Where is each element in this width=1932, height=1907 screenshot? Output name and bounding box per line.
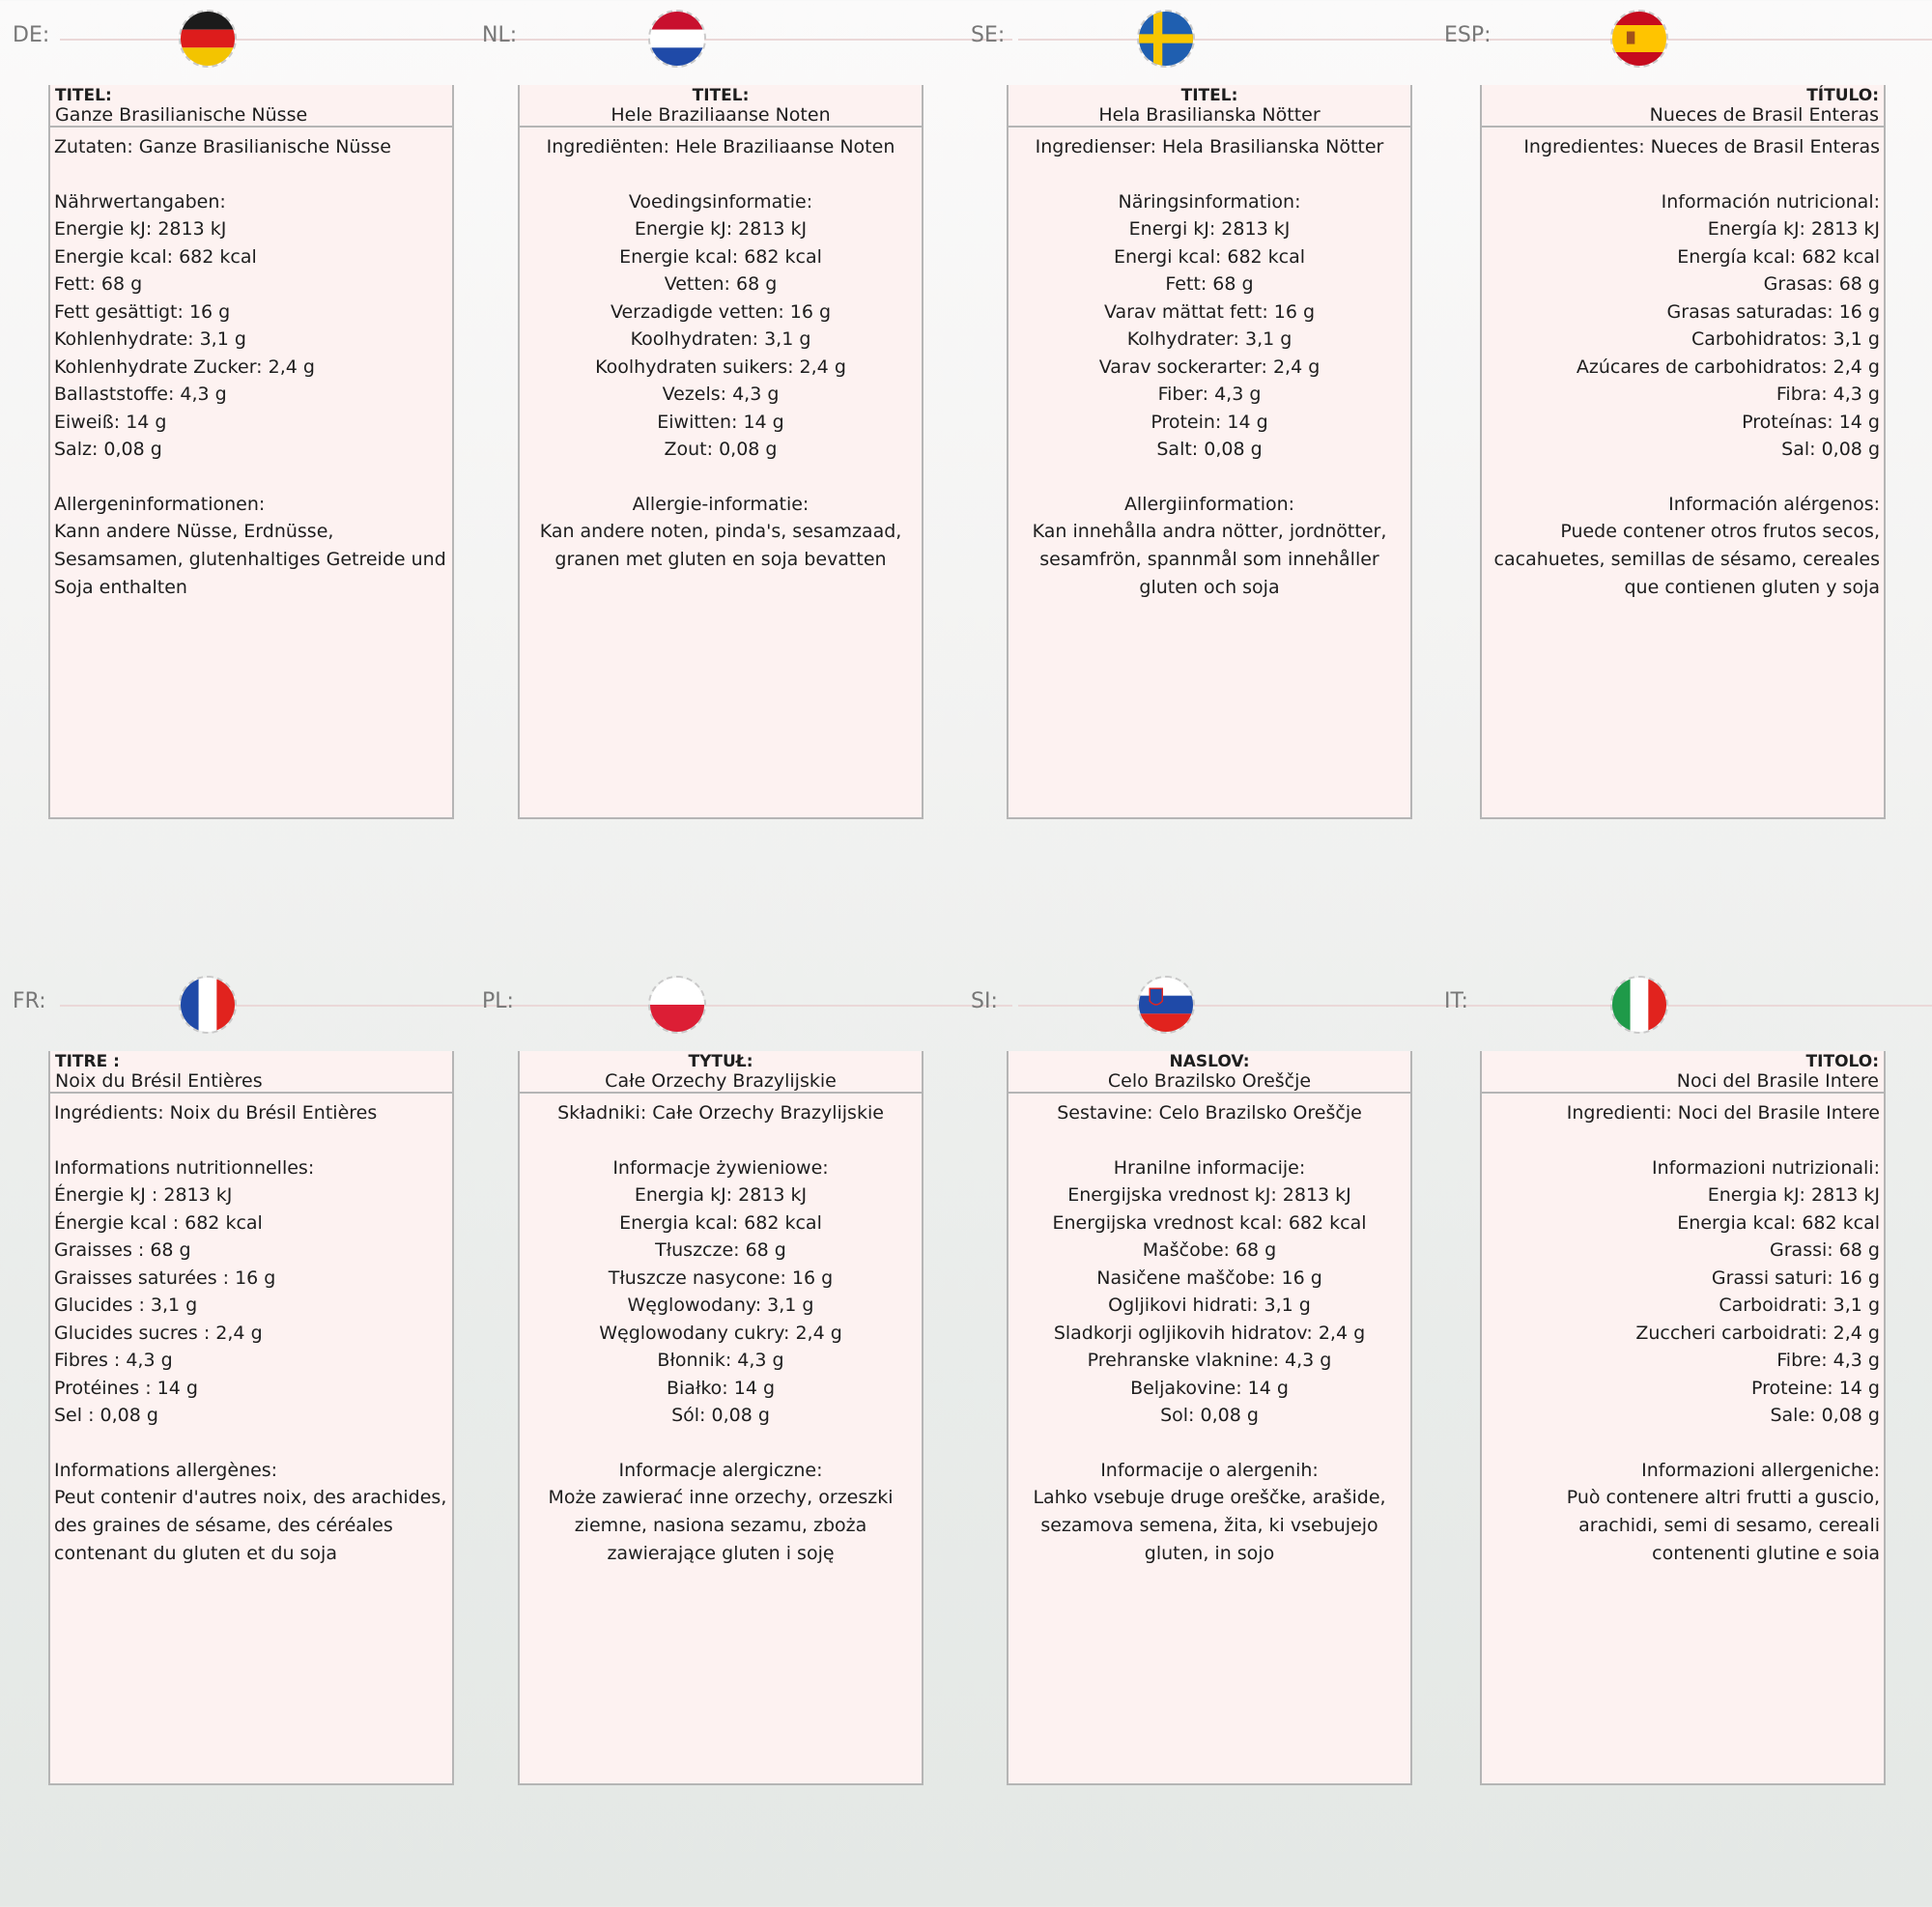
label-panel (482, 0, 923, 821)
language-code: SI: (971, 989, 998, 1013)
divider-line (1018, 1005, 1501, 1007)
nutrition-line: Ballaststoffe: 4,3 g (54, 384, 227, 405)
language-code: NL: (482, 23, 518, 47)
title-label: TITEL: (1180, 86, 1238, 105)
label-content (50, 1094, 452, 1568)
italy-flag-icon (1610, 976, 1668, 1034)
label-content (1009, 1094, 1410, 1568)
nutrition-line: Fett gesättigt: 16 g (54, 300, 231, 323)
nutrition-line: Energie kcal: 682 kcal (54, 245, 257, 268)
allergen-line: zawierające gluten i soję (607, 1543, 835, 1564)
divider-line (1492, 1005, 1932, 1007)
nutrition-line: Energi kcal: 682 kcal (1113, 245, 1306, 268)
nutrition-line: Glucides : 3,1 g (54, 1295, 198, 1316)
nutrition-line: Koolhydraten suikers: 2,4 g (595, 356, 846, 378)
allergen-line: sezamova semena, žita, ki vsebujejo (1040, 1515, 1378, 1536)
poland-flag-icon (648, 976, 706, 1034)
nutrition-line: Sal: 0,08 g (1781, 439, 1880, 460)
nutrition-line: Eiwitten: 14 g (657, 411, 784, 433)
nutrition-line: Energijska vrednost kcal: 682 kcal (1052, 1211, 1367, 1234)
label-box (1480, 1051, 1886, 1785)
nutrition-line: Proteínas: 14 g (1742, 411, 1880, 433)
language-code: IT: (1444, 989, 1468, 1013)
nutrition-line: Prehranske vlaknine: 4,3 g (1087, 1350, 1332, 1371)
france-flag-icon (179, 976, 237, 1034)
nutrition-line: Kolhydrater: 3,1 g (1126, 328, 1293, 350)
label-panel (971, 966, 1412, 1787)
nutrition-line: Węglowodany: 3,1 g (627, 1295, 814, 1316)
label-content (1482, 1094, 1884, 1568)
ingredients-line: Zutaten: Ganze Brasilianische Nüsse (54, 136, 391, 157)
nutrition-line: Energijska vrednost kJ: 2813 kJ (1067, 1184, 1351, 1206)
allergen-line: sesamfrön, spannmål som innehåller (1039, 549, 1379, 570)
nutrition-line: Fiber: 4,3 g (1157, 384, 1262, 405)
divider-line (1492, 39, 1932, 41)
language-code: DE: (13, 23, 50, 47)
label-box (1480, 85, 1886, 819)
product-title: Hela Brasilianska Nötter (1098, 104, 1321, 126)
title-section (520, 85, 922, 128)
nutrition-line: Beljakovine: 14 g (1130, 1377, 1289, 1399)
product-title: Noci del Brasile Intere (1676, 1070, 1879, 1092)
label-content (1482, 128, 1884, 602)
nutrition-line: Salz: 0,08 g (54, 439, 162, 460)
allergen-heading: Información alérgenos: (1668, 493, 1880, 515)
allergen-line: Puede contener otros frutos secos, (1560, 521, 1880, 542)
nutrition-line: Sale: 0,08 g (1770, 1405, 1880, 1426)
nutrition-line: Énergie kJ : 2813 kJ (54, 1184, 233, 1206)
nutrition-line: Tłuszcze: 68 g (655, 1239, 786, 1261)
nutrition-line: Fibra: 4,3 g (1776, 384, 1880, 405)
nutrition-heading: Näringsinformation: (1118, 190, 1301, 213)
allergen-line: Lahko vsebuje druge oreščke, arašide, (1033, 1487, 1386, 1508)
nutrition-line: Verzadigde vetten: 16 g (610, 300, 832, 323)
nutrition-line: Energia kcal: 682 kcal (1677, 1211, 1880, 1234)
nutrition-line: Fibre: 4,3 g (1776, 1350, 1880, 1371)
allergen-heading: Informacje alergiczne: (618, 1459, 823, 1481)
title-label: TITEL: (692, 86, 750, 105)
nutrition-heading: Informazioni nutrizionali: (1652, 1156, 1880, 1179)
label-panel (1444, 966, 1886, 1787)
label-content (1009, 128, 1410, 602)
ingredients-line: Ingredienser: Hela Brasilianska Nötter (1035, 136, 1384, 157)
nutrition-line: Energie kJ: 2813 kJ (54, 218, 227, 240)
allergen-heading: Informacije o alergenih: (1100, 1459, 1319, 1481)
nutrition-heading: Hranilne informacije: (1113, 1156, 1306, 1179)
netherlands-flag-icon (648, 10, 706, 68)
nutrition-line: Maščobe: 68 g (1142, 1239, 1277, 1261)
product-title: Noix du Brésil Entières (55, 1070, 263, 1092)
nutrition-heading: Voedingsinformatie: (628, 190, 813, 213)
ingredients-line: Ingredientes: Nueces de Brasil Enteras (1523, 136, 1880, 157)
product-title: Nueces de Brasil Enteras (1649, 104, 1879, 126)
nutrition-line: Energía kJ: 2813 kJ (1707, 218, 1880, 240)
ingredients-line: Ingrédients: Noix du Brésil Entières (54, 1102, 378, 1124)
nutrition-line: Energie kcal: 682 kcal (619, 245, 822, 268)
title-section (50, 1051, 452, 1094)
nutrition-line: Sol: 0,08 g (1160, 1405, 1259, 1426)
sweden-flag-icon (1137, 10, 1195, 68)
nutrition-heading: Nährwertangaben: (54, 190, 226, 213)
allergen-heading: Allergiinformation: (1123, 493, 1295, 515)
allergen-heading: Informations allergènes: (54, 1459, 278, 1481)
allergen-line: gluten och soja (1139, 577, 1280, 598)
product-title: Celo Brazilsko Oreščje (1107, 1070, 1312, 1092)
title-section (50, 85, 452, 128)
allergen-line: que contienen gluten y soja (1624, 577, 1880, 598)
language-code: ESP: (1444, 23, 1492, 47)
nutrition-line: Protéines : 14 g (54, 1377, 198, 1399)
title-section (1009, 85, 1410, 128)
nutrition-line: Carbohidratos: 3,1 g (1691, 328, 1880, 350)
allergen-line: Może zawierać inne orzechy, orzeszki (548, 1487, 894, 1508)
panel-header (1432, 0, 1932, 77)
nutrition-line: Graisses : 68 g (54, 1239, 191, 1261)
allergen-line: Sesamsamen, glutenhaltiges Getreide und (54, 549, 446, 570)
label-panel (482, 966, 923, 1787)
allergen-line: contenant du gluten et du soja (54, 1543, 337, 1564)
panel-header (1432, 966, 1932, 1043)
allergen-line: Può contenere altri frutti a guscio, (1566, 1487, 1880, 1508)
label-panel (1444, 0, 1886, 821)
language-code: PL: (482, 989, 514, 1013)
nutrition-line: Fibres : 4,3 g (54, 1350, 173, 1371)
nutrition-line: Energía kcal: 682 kcal (1677, 245, 1880, 268)
language-code: FR: (13, 989, 46, 1013)
nutrition-line: Carboidrati: 3,1 g (1719, 1295, 1880, 1316)
nutrition-line: Energia kcal: 682 kcal (619, 1211, 822, 1234)
allergen-line: Peut contenir d'autres noix, des arachides, (54, 1487, 447, 1508)
allergen-heading: Informazioni allergeniche: (1641, 1459, 1880, 1481)
nutrition-line: Vezels: 4,3 g (662, 384, 780, 405)
title-section (1482, 1051, 1884, 1094)
ingredients-line: Sestavine: Celo Brazilsko Oreščje (1057, 1102, 1362, 1124)
nutrition-line: Nasičene maščobe: 16 g (1096, 1267, 1322, 1289)
language-code: SE: (971, 23, 1006, 47)
nutrition-line: Salt: 0,08 g (1156, 439, 1263, 460)
divider-line (529, 1005, 1012, 1007)
nutrition-heading: Informations nutritionnelles: (54, 1156, 315, 1179)
nutrition-line: Zuccheri carboidrati: 2,4 g (1635, 1322, 1880, 1344)
product-title: Hele Braziliaanse Noten (611, 104, 831, 126)
allergen-line: contenenti glutine e soia (1652, 1543, 1880, 1564)
title-section (1009, 1051, 1410, 1094)
label-content (50, 128, 452, 602)
nutrition-line: Graisses saturées : 16 g (54, 1267, 276, 1289)
label-panel (13, 966, 454, 1787)
nutrition-line: Azúcares de carbohidratos: 2,4 g (1576, 356, 1880, 378)
nutrition-line: Grassi: 68 g (1770, 1239, 1880, 1261)
allergen-heading: Allergeninformationen: (54, 493, 266, 515)
nutrition-line: Energia kJ: 2813 kJ (634, 1184, 808, 1206)
nutrition-line: Koolhydraten: 3,1 g (630, 328, 811, 350)
nutrition-line: Sól: 0,08 g (671, 1405, 770, 1426)
allergen-line: Kan innehålla andra nötter, jordnötter, (1032, 521, 1387, 542)
title-section (520, 1051, 922, 1094)
nutrition-heading: Informacje żywieniowe: (612, 1156, 829, 1179)
nutrition-line: Énergie kcal : 682 kcal (54, 1211, 263, 1234)
allergen-line: gluten, in sojo (1144, 1543, 1275, 1564)
title-section (1482, 85, 1884, 128)
nutrition-line: Grasas: 68 g (1763, 273, 1880, 295)
label-box (1007, 85, 1412, 819)
product-title: Ganze Brasilianische Nüsse (55, 104, 308, 126)
nutrition-line: Eiweiß: 14 g (54, 411, 167, 433)
nutrition-line: Proteine: 14 g (1750, 1377, 1880, 1399)
label-content (520, 1094, 922, 1568)
nutrition-line: Białko: 14 g (666, 1377, 776, 1399)
nutrition-line: Fett: 68 g (54, 273, 143, 295)
nutrition-line: Ogljikovi hidrati: 3,1 g (1108, 1295, 1311, 1316)
allergen-line: Kann andere Nüsse, Erdnüsse, (54, 521, 334, 542)
nutrition-line: Energi kJ: 2813 kJ (1128, 218, 1291, 240)
slovenia-flag-icon (1137, 976, 1195, 1034)
ingredients-line: Składniki: Całe Orzechy Brazylijskie (557, 1102, 884, 1124)
label-content (520, 128, 922, 574)
label-box (518, 1051, 923, 1785)
nutrition-line: Kohlenhydrate Zucker: 2,4 g (54, 356, 315, 378)
nutrition-line: Błonnik: 4,3 g (657, 1350, 784, 1371)
label-box (518, 85, 923, 819)
nutrition-line: Varav mättat fett: 16 g (1103, 300, 1316, 323)
allergen-line: granen met gluten en soja bevatten (554, 549, 887, 570)
ingredients-line: Ingredienti: Noci del Brasile Intere (1566, 1102, 1880, 1124)
nutrition-line: Grassi saturi: 16 g (1711, 1267, 1880, 1289)
label-box (1007, 1051, 1412, 1785)
nutrition-line: Sladkorji ogljikovih hidratov: 2,4 g (1053, 1322, 1366, 1344)
nutrition-heading: Información nutricional: (1661, 190, 1880, 213)
nutrition-line: Grasas saturadas: 16 g (1666, 300, 1880, 323)
label-panel (971, 0, 1412, 821)
nutrition-line: Protein: 14 g (1151, 411, 1268, 433)
allergen-line: des graines de sésame, des céréales (54, 1515, 393, 1536)
title-label: TITEL: (55, 86, 112, 105)
nutrition-line: Kohlenhydrate: 3,1 g (54, 328, 246, 350)
title-label: TITOLO: (1805, 1052, 1879, 1071)
allergen-line: Kan andere noten, pinda's, sesamzaad, (539, 521, 902, 542)
allergen-line: ziemne, nasiona sezamu, zboża (574, 1515, 867, 1536)
title-label: NASLOV: (1169, 1052, 1250, 1071)
allergen-line: Soja enthalten (54, 577, 187, 598)
title-label: TÍTULO: (1806, 86, 1879, 105)
nutrition-line: Tłuszcze nasycone: 16 g (608, 1267, 834, 1289)
title-label: TITRE : (55, 1052, 120, 1071)
nutrition-line: Glucides sucres : 2,4 g (54, 1322, 263, 1344)
nutrition-line: Węglowodany cukry: 2,4 g (599, 1322, 842, 1344)
title-label: TYTUŁ: (688, 1052, 753, 1071)
nutrition-line: Zout: 0,08 g (664, 439, 778, 460)
nutrition-line: Energia kJ: 2813 kJ (1707, 1184, 1880, 1206)
divider-line (529, 39, 1012, 41)
nutrition-line: Sel : 0,08 g (54, 1405, 158, 1426)
label-box (48, 1051, 454, 1785)
nutrition-line: Vetten: 68 g (664, 273, 778, 295)
product-title: Całe Orzechy Brazylijskie (605, 1070, 837, 1092)
nutrition-line: Energie kJ: 2813 kJ (634, 218, 808, 240)
germany-flag-icon (179, 10, 237, 68)
allergen-line: arachidi, semi di sesamo, cereali (1578, 1515, 1880, 1536)
nutrition-line: Fett: 68 g (1165, 273, 1254, 295)
allergen-line: cacahuetes, semillas de sésamo, cereales (1493, 549, 1880, 570)
label-panel (13, 0, 454, 821)
label-box (48, 85, 454, 819)
allergen-heading: Allergie-informatie: (632, 493, 810, 515)
nutrition-line: Varav sockerarter: 2,4 g (1098, 356, 1321, 378)
divider-line (1018, 39, 1501, 41)
spain-flag-icon (1610, 10, 1668, 68)
ingredients-line: Ingrediënten: Hele Braziliaanse Noten (546, 136, 895, 157)
